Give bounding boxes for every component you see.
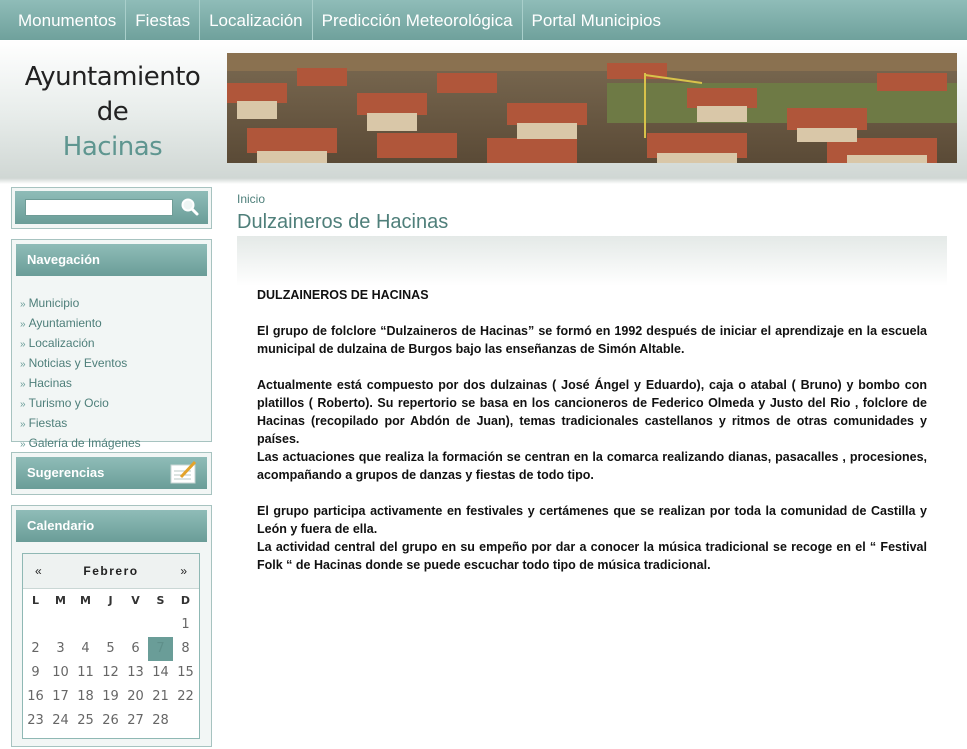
logo-line-2: de xyxy=(96,97,129,127)
calendar-empty-cell xyxy=(98,613,123,637)
calendar-day[interactable]: 27 xyxy=(127,713,144,728)
calendar-header xyxy=(23,554,199,589)
nav-link-monumentos[interactable]: Monumentos xyxy=(0,0,126,40)
logo-line-1: Ayuntamiento xyxy=(24,62,201,92)
list-item[interactable] xyxy=(20,354,211,374)
calendar-day[interactable]: 6 xyxy=(131,641,140,656)
article-paragraph: Las actuaciones que realiza la formación se centran en la comarca realizando dianas, pasacalles , procesiones, acompañando a grupos de danzas y fiestas de todo tipo. xyxy=(257,450,927,482)
bullet-icon: » xyxy=(20,359,26,370)
calendar-day[interactable]: 19 xyxy=(102,689,119,704)
site-logo[interactable] xyxy=(20,60,205,165)
logo-line-3: Hacinas xyxy=(62,132,163,162)
calendar-day[interactable]: 8 xyxy=(181,641,190,656)
calendar-day[interactable]: 28 xyxy=(152,713,169,728)
bullet-icon: » xyxy=(20,399,26,410)
breadcrumb-home-link[interactable]: Inicio xyxy=(237,192,266,206)
nav-link-prediccion[interactable]: Predicción Meteorológica xyxy=(313,0,523,40)
calendar-day-of-week: J xyxy=(108,594,113,607)
article-paragraph: El grupo participa activamente en festivales y certámenes que se realizan por toda la comunidad de Castilla y León y fuera de ella. xyxy=(257,504,927,536)
calendar-empty-cell xyxy=(23,613,48,637)
site-header xyxy=(0,40,967,179)
calendar-day[interactable]: 17 xyxy=(52,689,69,704)
list-item[interactable] xyxy=(20,294,211,314)
calendar-box xyxy=(11,505,212,747)
calendar-empty-cell xyxy=(173,709,198,733)
navigation-list xyxy=(12,280,211,454)
calendar-day[interactable]: 16 xyxy=(27,689,44,704)
sidebar-item-hacinas[interactable]: Hacinas xyxy=(28,376,72,390)
calendar-day-of-week: D xyxy=(180,594,191,607)
search-box xyxy=(11,187,212,229)
page-title: Dulzaineros de Hacinas xyxy=(237,211,449,233)
bullet-icon: » xyxy=(20,379,26,390)
article-paragraph: La actividad central del grupo en su empeño por dar a conocer la música tradicional se recoge en el “ Festival Folk “ de Hacinas donde se puede escuchar todo tipo de música tradicional. xyxy=(257,540,927,572)
suggestions-title: Sugerencias xyxy=(27,465,105,480)
calendar-day[interactable]: 23 xyxy=(27,713,44,728)
article-paragraph: Actualmente está compuesto por dos dulzainas ( José Ángel y Eduardo), caja o atabal ( Bruno) y bombo con platillos ( Roberto). Su repertorio se basa en los cancioneros de Federico Olmeda y Justo del Rio , folclore de Hacinas (recopilado por Abdón de Juan), temas tradicionales castellanos y ritmos de otras comunidades y países. xyxy=(257,378,927,446)
calendar-day-of-week: V xyxy=(131,594,140,607)
calendar-day[interactable]: 11 xyxy=(77,665,94,680)
notepad-pencil-icon xyxy=(169,459,199,497)
calendar-month: Febrero xyxy=(83,564,139,578)
search-input[interactable] xyxy=(25,199,173,216)
calendar-title: Calendario xyxy=(16,510,207,542)
calendar-day[interactable]: 4 xyxy=(81,641,90,656)
bullet-icon: » xyxy=(20,299,26,310)
calendar-next-month-button[interactable]: » xyxy=(180,564,187,578)
sidebar-item-localizacion[interactable]: Localización xyxy=(28,336,95,350)
list-item[interactable] xyxy=(20,414,211,434)
calendar-day[interactable]: 3 xyxy=(56,641,65,656)
bullet-icon: » xyxy=(20,439,26,450)
calendar-day[interactable]: 15 xyxy=(177,665,194,680)
calendar-day-of-week: S xyxy=(156,594,165,607)
list-item[interactable] xyxy=(20,314,211,334)
calendar-empty-cell xyxy=(148,613,173,637)
calendar-day-of-week: L xyxy=(31,594,39,607)
nav-link-fiestas[interactable]: Fiestas xyxy=(126,0,200,40)
calendar-day[interactable]: 9 xyxy=(31,665,40,680)
sidebar-item-municipio[interactable]: Municipio xyxy=(28,296,80,310)
sidebar-item-turismo[interactable]: Turismo y Ocio xyxy=(28,396,109,410)
village-banner-image xyxy=(227,53,957,163)
list-item[interactable] xyxy=(20,434,211,454)
calendar-day[interactable]: 26 xyxy=(102,713,119,728)
calendar-prev-month-button[interactable]: « xyxy=(35,564,42,578)
sidebar-item-ayuntamiento[interactable]: Ayuntamiento xyxy=(28,316,102,330)
calendar-empty-cell xyxy=(123,613,148,637)
list-item[interactable] xyxy=(20,334,211,354)
suggestions-box[interactable] xyxy=(11,452,212,495)
bullet-icon: » xyxy=(20,319,26,330)
calendar-day[interactable]: 1 xyxy=(181,617,190,632)
calendar-day[interactable]: 5 xyxy=(106,641,115,656)
bullet-icon: » xyxy=(20,419,26,430)
calendar-day[interactable]: 10 xyxy=(52,665,69,680)
nav-link-portal-municipios[interactable]: Portal Municipios xyxy=(531,11,661,30)
list-item[interactable] xyxy=(20,394,211,414)
calendar-day[interactable]: 22 xyxy=(177,689,194,704)
calendar xyxy=(22,553,200,739)
calendar-grid xyxy=(23,589,199,733)
calendar-day[interactable]: 21 xyxy=(152,689,169,704)
calendar-day-of-week: M xyxy=(80,594,91,607)
sidebar-item-fiestas[interactable]: Fiestas xyxy=(28,416,68,430)
breadcrumb[interactable] xyxy=(237,192,265,206)
calendar-day-today[interactable]: 7 xyxy=(148,637,173,661)
article-body xyxy=(257,286,927,592)
article-heading: DULZAINEROS DE HACINAS xyxy=(257,288,429,302)
navigation-title: Navegación xyxy=(16,244,207,276)
bullet-icon: » xyxy=(20,339,26,350)
top-navigation xyxy=(0,0,967,40)
calendar-day[interactable]: 13 xyxy=(127,665,144,680)
calendar-day[interactable]: 12 xyxy=(102,665,119,680)
list-item[interactable] xyxy=(20,374,211,394)
sidebar-item-galeria[interactable]: Galería de Imágenes xyxy=(28,436,141,450)
article-paragraph: El grupo de folclore “Dulzaineros de Hacinas” se formó en 1992 después de iniciar el aprendizaje en la escuela municipal de dulzaina de Burgos bajo las enseñanzas de Simón Altable. xyxy=(257,324,927,356)
search-bar xyxy=(15,191,208,224)
calendar-day[interactable]: 25 xyxy=(77,713,94,728)
title-divider-band xyxy=(237,236,947,286)
calendar-day[interactable]: 18 xyxy=(77,689,94,704)
sidebar-item-noticias[interactable]: Noticias y Eventos xyxy=(28,356,128,370)
calendar-day[interactable]: 14 xyxy=(152,665,169,680)
search-icon[interactable] xyxy=(180,197,200,217)
nav-link-localizacion[interactable]: Localización xyxy=(200,0,313,40)
navigation-box xyxy=(11,239,212,450)
calendar-empty-cell xyxy=(73,613,98,637)
suggestions-header[interactable] xyxy=(16,457,207,489)
calendar-day[interactable]: 2 xyxy=(31,641,40,656)
calendar-day[interactable]: 20 xyxy=(127,689,144,704)
calendar-day-of-week: M xyxy=(55,594,66,607)
header-shadow xyxy=(0,178,967,184)
calendar-day[interactable]: 24 xyxy=(52,713,69,728)
calendar-empty-cell xyxy=(48,613,73,637)
